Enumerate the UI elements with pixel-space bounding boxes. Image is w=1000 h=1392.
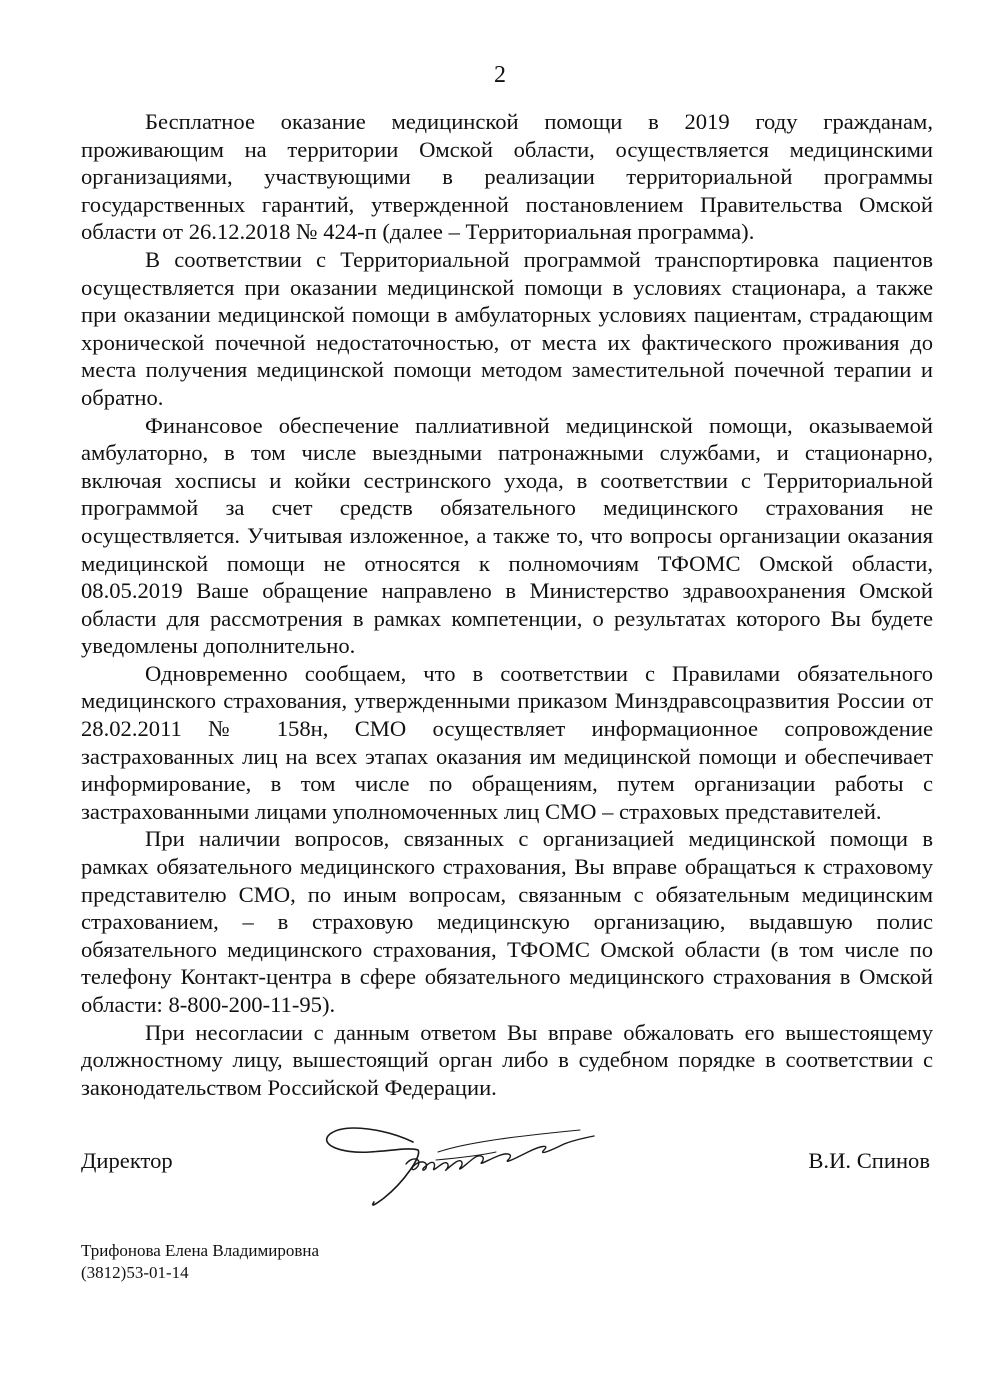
handwritten-signature (318, 1112, 618, 1212)
executor-name: Трифонова Елена Владимировна (81, 1241, 319, 1260)
letter-body (81, 108, 933, 1101)
page-number: 2 (494, 62, 506, 88)
paragraph-free-care: Бесплатное оказание медицинской помощи в 2019 году гражданам, проживающим на территории Омской области, осуществляется медицинскими организациями, участвующими в реализации территориальной программы государственных гарантий, утвержденной постановлением Правительства Омской области от 26.12.2018 № 424-п (далее – Территориальная программа). (81, 109, 933, 245)
executor-phone: (3812)53-01-14 (81, 1263, 189, 1282)
signer-name: В.И. Спинов (808, 1148, 930, 1173)
paragraph-palliative-care: Финансовое обеспечение паллиативной медицинской помощи, оказываемой амбулаторно, в том числе выездными патронажными службами, и стационарно, включая хосписы и койки сестринского ухода, в соответствии с Территориальной программой за счет средств обязательного медицинского страхования не осуществляется. Учитывая изложенное, а также то, что вопросы организации оказания медицинской помощи не относятся к полномочиям ТФОМС Омской области, 08.05.2019 Ваше обращение направлено в Министерство здравоохранения Омской области для рассмотрения в рамках компетенции, о результатах которого Вы будете уведомлены дополнительно. (81, 412, 933, 659)
paragraph-contacts: При наличии вопросов, связанных с организацией медицинской помощи в рамках обязательного медицинского страхования, Вы вправе обращаться к страховому представителю СМО, по иным вопросам, связанным с обязательным медицинским страхованием, – в страховую медицинскую организацию, выдавшую полис обязательного медицинского страхования, ТФОМС Омской области (в том числе по телефону Контакт-центра в сфере обязательного медицинского страхования в Омской области: 8-800-200-11-95). (81, 826, 933, 1017)
paragraph-transportation: В соответствии с Территориальной программой транспортировка пациентов осуществляется при оказании медицинской помощи в условиях стационара, а также при оказании медицинской помощи в амбулаторных условиях пациентам, страдающим хронической почечной недостаточностью, от места их фактического проживания до места получения медицинской помощи методом заместительной почечной терапии и обратно. (81, 246, 933, 410)
paragraph-insurance-rules: Одновременно сообщаем, что в соответствии с Правилами обязательного медицинского страхования, утвержденными приказом Минздравсоцразвития России от 28.02.2011 № 158н, СМО осуществляет информационное сопровождение застрахованных лиц на всех этапах оказания им медицинской помощи и обеспечивает информирование, в том числе по обращениям, путем организации работы с застрахованными лицами уполномоченных лиц СМО – страховых представителей. (81, 660, 933, 824)
signer-position: Директор (81, 1148, 173, 1173)
executor-info (81, 1240, 319, 1284)
paragraph-appeal: При несогласии с данным ответом Вы вправе обжаловать его вышестоящему должностному лицу, вышестоящий орган либо в судебном порядке в соответствии с законодательством Российской Федерации. (81, 1019, 933, 1100)
